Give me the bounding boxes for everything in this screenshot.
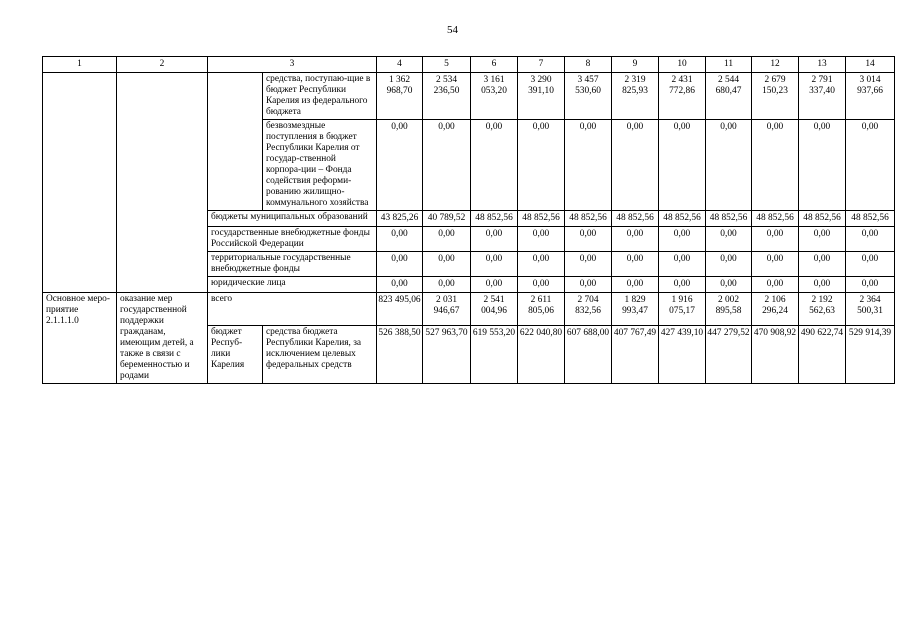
value-cell: 607 688,00 [565,326,612,384]
value-cell: 0,00 [659,120,706,211]
value-cell: 0,00 [752,120,799,211]
budget-table [42,56,895,384]
value-cell: 2 541 004,96 [471,293,518,326]
value-cell: 0,00 [752,227,799,252]
value-cell: 0,00 [377,120,423,211]
value-cell: 0,00 [799,227,846,252]
value-cell: 0,00 [565,120,612,211]
value-cell: 43 825,26 [377,211,423,227]
value-cell: 427 439,10 [659,326,706,384]
value-cell: 0,00 [659,227,706,252]
value-cell: 2 679 150,23 [752,73,799,120]
value-cell: 0,00 [565,227,612,252]
table-row [43,73,895,120]
value-cell: 0,00 [799,252,846,277]
value-cell: 0,00 [799,277,846,293]
row-label: территориальные государственные внебюджетные фонды [208,252,377,277]
value-cell: 48 852,56 [612,211,659,227]
row-label: бюджет Респуб-лики Карелия [208,326,263,384]
value-cell: 48 852,56 [518,211,565,227]
value-cell: 823 495,06 [377,293,423,326]
value-cell: 407 767,49 [612,326,659,384]
value-cell: 0,00 [752,252,799,277]
header-cell: 4 [377,57,423,73]
value-cell: 527 963,70 [423,326,471,384]
value-cell: 3 014 937,66 [846,73,895,120]
empty-cell [117,73,208,293]
value-cell: 2 002 895,58 [706,293,752,326]
value-cell: 2 431 772,86 [659,73,706,120]
value-cell: 1 362 968,70 [377,73,423,120]
value-cell: 2 791 337,40 [799,73,846,120]
value-cell: 0,00 [471,227,518,252]
value-cell: 3 457 530,60 [565,73,612,120]
event-description: оказание мер государственной поддержки гражданам, имеющим детей, а также в связи с беременностью и родами [117,293,208,384]
page-number: 54 [447,24,458,36]
row-label: всего [208,293,377,326]
value-cell: 0,00 [471,120,518,211]
value-cell: 3 290 391,10 [518,73,565,120]
value-cell: 0,00 [518,227,565,252]
value-cell: 0,00 [706,252,752,277]
header-cell: 13 [799,57,846,73]
empty-cell [43,73,117,293]
header-cell: 8 [565,57,612,73]
value-cell: 0,00 [799,120,846,211]
header-cell: 1 [43,57,117,73]
value-cell: 0,00 [612,277,659,293]
header-cell: 10 [659,57,706,73]
row-label: средства, поступаю-щие в бюджет Республики Карелия из федерального бюджета [263,73,377,120]
value-cell: 48 852,56 [799,211,846,227]
value-cell: 1 916 075,17 [659,293,706,326]
value-cell: 48 852,56 [706,211,752,227]
value-cell: 0,00 [518,277,565,293]
value-cell: 48 852,56 [659,211,706,227]
value-cell: 0,00 [846,120,895,211]
value-cell: 0,00 [565,277,612,293]
value-cell: 48 852,56 [471,211,518,227]
value-cell: 2 106 296,24 [752,293,799,326]
value-cell: 2 544 680,47 [706,73,752,120]
value-cell: 0,00 [377,277,423,293]
value-cell: 0,00 [752,277,799,293]
value-cell: 0,00 [659,252,706,277]
value-cell: 2 031 946,67 [423,293,471,326]
value-cell: 0,00 [612,120,659,211]
value-cell: 0,00 [659,277,706,293]
value-cell: 2 192 562,63 [799,293,846,326]
value-cell: 0,00 [846,277,895,293]
header-cell: 2 [117,57,208,73]
value-cell: 0,00 [423,120,471,211]
value-cell: 619 553,20 [471,326,518,384]
header-cell: 3 [208,57,377,73]
value-cell: 0,00 [846,252,895,277]
value-cell: 0,00 [423,277,471,293]
value-cell: 48 852,56 [752,211,799,227]
header-cell: 7 [518,57,565,73]
value-cell: 0,00 [518,120,565,211]
header-cell: 11 [706,57,752,73]
value-cell: 40 789,52 [423,211,471,227]
value-cell: 0,00 [377,252,423,277]
value-cell: 447 279,52 [706,326,752,384]
value-cell: 48 852,56 [565,211,612,227]
value-cell: 529 914,39 [846,326,895,384]
value-cell: 0,00 [518,252,565,277]
value-cell: 0,00 [846,227,895,252]
row-label: юридические лица [208,277,377,293]
header-cell: 12 [752,57,799,73]
value-cell: 2 704 832,56 [565,293,612,326]
value-cell: 0,00 [706,277,752,293]
value-cell: 0,00 [471,277,518,293]
value-cell: 0,00 [706,120,752,211]
row-label: безвозмездные поступления в бюджет Республики Карелия от государ-ственной корпора-ции – Фонда содействия реформи-рованию жилищно-коммунального хозяйства [263,120,377,211]
value-cell: 0,00 [377,227,423,252]
value-cell: 526 388,50 [377,326,423,384]
value-cell: 0,00 [612,252,659,277]
value-cell: 48 852,56 [846,211,895,227]
row-label: государственные внебюджетные фонды Российской Федерации [208,227,377,252]
value-cell: 0,00 [471,252,518,277]
value-cell: 0,00 [612,227,659,252]
value-cell: 622 040,80 [518,326,565,384]
value-cell: 470 908,92 [752,326,799,384]
value-cell: 490 622,74 [799,326,846,384]
header-row [43,57,895,73]
empty-cell [208,73,263,211]
header-cell: 6 [471,57,518,73]
value-cell: 1 829 993,47 [612,293,659,326]
row-label: бюджеты муниципальных образований [208,211,377,227]
value-cell: 0,00 [423,252,471,277]
value-cell: 0,00 [706,227,752,252]
value-cell: 2 611 805,06 [518,293,565,326]
value-cell: 0,00 [565,252,612,277]
value-cell: 2 364 500,31 [846,293,895,326]
value-cell: 3 161 053,20 [471,73,518,120]
value-cell: 0,00 [423,227,471,252]
value-cell: 2 534 236,50 [423,73,471,120]
value-cell: 2 319 825,93 [612,73,659,120]
header-cell: 14 [846,57,895,73]
header-cell: 9 [612,57,659,73]
table-row [43,293,895,326]
header-cell: 5 [423,57,471,73]
row-label: средства бюджета Республики Карелия, за исключением целевых федеральных средств [263,326,377,384]
event-code: Основное меро-приятие 2.1.1.1.0 [43,293,117,384]
